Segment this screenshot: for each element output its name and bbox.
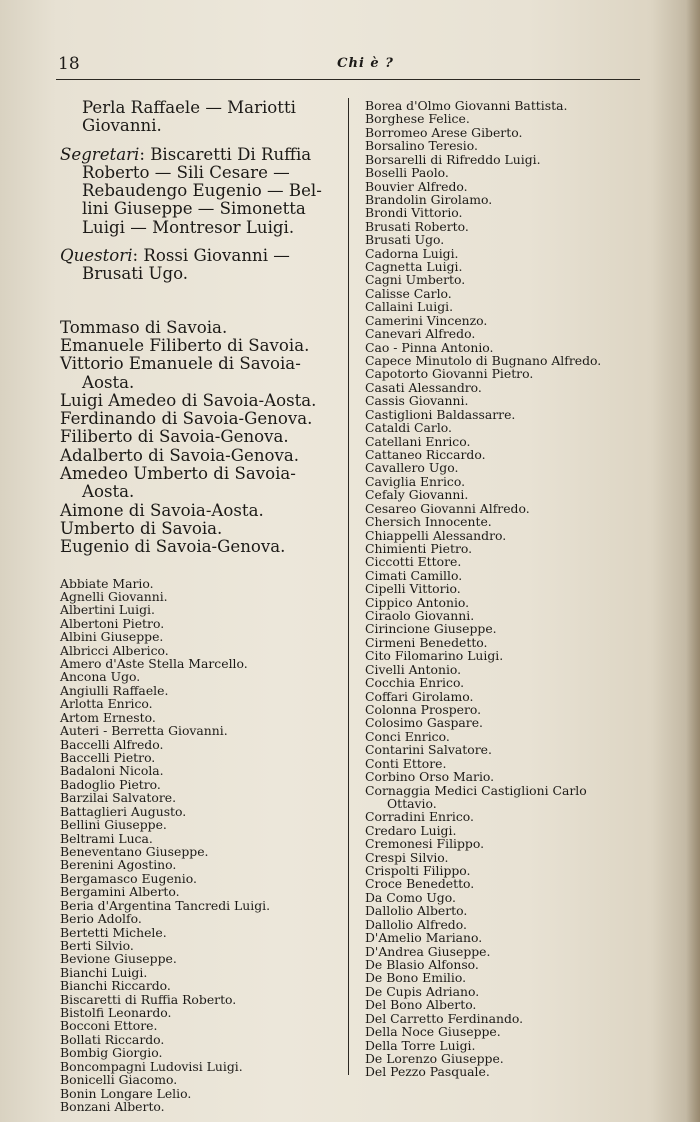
royal-entry-continuation: Aosta. (82, 482, 135, 502)
list-item: Berenini Agostino. (60, 857, 177, 873)
list-item: Beltrami Luca. (60, 830, 153, 846)
list-item: Cagnetta Luigi. (365, 259, 463, 275)
text-line (60, 247, 340, 265)
page-number: 18 (58, 54, 80, 74)
list-item: Bertetti Michele. (60, 924, 167, 940)
list-item: Cocchia Enrico. (365, 675, 465, 691)
segretari-entry (60, 146, 340, 237)
list-item: Agnelli Giovanni. (60, 588, 168, 604)
text-line: Roberto — Sili Cesare — (82, 162, 290, 182)
list-item: Cornaggia Medici Castiglioni Carlo (365, 782, 587, 798)
list-item: Bergamasco Eugenio. (60, 870, 197, 886)
list-item-continuation: Ottavio. (387, 795, 437, 811)
royal-entry: Ferdinando di Savoia-Genova. (60, 409, 313, 429)
list-item: Ancona Ugo. (60, 669, 141, 685)
text-line: Perla Raffaele — Mariotti (82, 98, 296, 117)
list-item: Cavallero Ugo. (365, 460, 459, 476)
list-item: Cipelli Vittorio. (365, 581, 461, 597)
royal-entry: Luigi Amedeo di Savoia-Aosta. (60, 390, 317, 410)
list-item: Bocconi Ettore. (60, 1018, 158, 1034)
list-item: Berio Adolfo. (60, 911, 142, 927)
list-item: D'Andrea Giuseppe. (365, 943, 491, 959)
list-item: Amero d'Aste Stella Marcello. (60, 656, 248, 672)
royal-entry: Amedeo Umberto di Savoia- (60, 464, 296, 484)
list-item: Bombig Giorgio. (60, 1045, 163, 1061)
list-item: Baccelli Pietro. (60, 750, 156, 766)
list-item: Bergamini Alberto. (60, 884, 180, 900)
list-item: Cao - Pinna Antonio. (365, 339, 494, 355)
list-item: Callaini Luigi. (365, 299, 454, 315)
list-item: Cippico Antonio. (365, 594, 470, 610)
list-item: Brusati Roberto. (365, 218, 469, 234)
left-column (60, 99, 340, 1113)
list-item: Chimienti Pietro. (365, 540, 473, 556)
list-item: Catellani Enrico. (365, 433, 471, 449)
text-line (60, 146, 340, 164)
list-item: Albini Giuseppe. (60, 629, 164, 645)
list-item: Del Pezzo Pasquale. (365, 1064, 490, 1080)
list-item: Cefaly Giovanni. (365, 487, 469, 503)
list-item: Cattaneo Riccardo. (365, 446, 486, 462)
list-item: Boselli Paolo. (365, 165, 449, 181)
list-item: Crespi Silvio. (365, 849, 449, 865)
list-item: Abbiate Mario. (60, 575, 154, 591)
list-item: Badaloni Nicola. (60, 763, 164, 779)
list-item: Baccelli Alfredo. (60, 736, 164, 752)
list-item: Bouvier Alfredo. (365, 178, 468, 194)
list-item: Boncompagni Ludovisi Luigi. (60, 1058, 243, 1074)
list-item: Conti Ettore. (365, 755, 447, 771)
list-item: Canevari Alfredo. (365, 326, 476, 342)
list-item: Bianchi Riccardo. (60, 978, 171, 994)
text-line: Luigi — Montresor Luigi. (82, 217, 295, 237)
questori-text: : Rossi Giovanni — (132, 246, 290, 266)
list-item: De Bono Emilio. (365, 970, 467, 986)
column-divider (348, 98, 349, 1075)
list-item: Cataldi Carlo. (365, 420, 452, 436)
list-item: Cassis Giovanni. (365, 393, 469, 409)
royal-entry: Tommaso di Savoia. (60, 317, 228, 337)
list-item: Borsarelli di Rifreddo Luigi. (365, 151, 541, 167)
list-item: Bonicelli Giacomo. (60, 1072, 178, 1088)
list-item: Bellini Giuseppe. (60, 817, 167, 833)
list-item: Calisse Carlo. (365, 285, 452, 301)
royal-entry: Emanuele Filiberto di Savoia. (60, 335, 310, 355)
royal-family-list (60, 319, 340, 557)
running-title: Chi è ? (337, 56, 394, 71)
list-item: Castiglioni Baldassarre. (365, 406, 516, 422)
list-item: Auteri - Berretta Giovanni. (60, 723, 228, 739)
list-item: Biscaretti di Ruffia Roberto. (60, 991, 237, 1007)
segretari-label: Segretari (60, 144, 140, 164)
list-item: Dallolio Alberto. (365, 903, 468, 919)
list-item: Civelli Antonio. (365, 661, 462, 677)
list-item: Berti Silvio. (60, 937, 134, 953)
list-item: Credaro Luigi. (365, 822, 457, 838)
list-item: D'Amelio Mariano. (365, 930, 483, 946)
list-item: Cadorna Luigi. (365, 245, 459, 261)
list-item: De Cupis Adriano. (365, 983, 480, 999)
questori-entry (60, 247, 340, 284)
text-line: Giovanni. (82, 116, 162, 136)
list-item: Della Torre Luigi. (365, 1037, 476, 1053)
royal-entry: Eugenio di Savoia-Genova. (60, 537, 286, 557)
list-item: Contarini Salvatore. (365, 742, 492, 758)
list-item: Bistolfi Leonardo. (60, 1005, 172, 1021)
list-item: Del Bono Alberto. (365, 997, 477, 1013)
list-item: Colonna Prospero. (365, 701, 482, 717)
royal-entry: Filiberto di Savoia-Genova. (60, 427, 289, 447)
right-column (365, 99, 643, 1079)
list-item: Angiulli Raffaele. (60, 682, 169, 698)
list-item: Borghese Felice. (365, 111, 470, 127)
list-item: Arlotta Enrico. (60, 696, 153, 712)
list-item: Bevione Giuseppe. (60, 951, 177, 967)
royal-entry: Umberto di Savoia. (60, 518, 223, 538)
list-item: Coffari Girolamo. (365, 688, 474, 704)
list-item: Chiappelli Alessandro. (365, 527, 507, 543)
list-item: Della Noce Giuseppe. (365, 1024, 501, 1040)
list-item: Ciccotti Ettore. (365, 554, 462, 570)
list-item: Corradini Enrico. (365, 809, 474, 825)
list-item: Ciraolo Giovanni. (365, 608, 475, 624)
list-item: Badoglio Pietro. (60, 776, 161, 792)
list-item: Crispolti Filippo. (365, 863, 471, 879)
list-item: Chersich Innocente. (365, 514, 492, 530)
royal-entry-continuation: Aosta. (82, 372, 135, 392)
list-item: Corbino Orso Mario. (365, 769, 495, 785)
list-item: Barzilai Salvatore. (60, 790, 177, 806)
list-item: Camerini Vincenzo. (365, 312, 488, 328)
list-item: De Lorenzo Giuseppe. (365, 1050, 504, 1066)
list-item: Brandolin Girolamo. (365, 191, 493, 207)
list-item: Battaglieri Augusto. (60, 803, 187, 819)
list-item: Cimati Camillo. (365, 567, 463, 583)
list-item: Brondi Vittorio. (365, 205, 463, 221)
text-line: lini Giuseppe — Simonetta (82, 199, 306, 219)
list-item: Capotorto Giovanni Pietro. (365, 366, 534, 382)
list-item: Cito Filomarino Luigi. (365, 648, 504, 664)
royal-entry: Vittorio Emanuele di Savoia- (60, 354, 301, 374)
list-item: Del Carretto Ferdinando. (365, 1010, 524, 1026)
list-item: Bonzani Alberto. (60, 1098, 165, 1114)
list-item: Cagni Umberto. (365, 272, 466, 288)
royal-entry: Adalberto di Savoia-Genova. (60, 445, 300, 465)
list-item: Cirmeni Benedetto. (365, 634, 488, 650)
list-item: Casati Alessandro. (365, 379, 482, 395)
list-item: De Blasio Alfonso. (365, 957, 479, 972)
royal-entry: Aimone di Savoia-Aosta. (60, 500, 264, 520)
list-item: Bollati Riccardo. (60, 1031, 165, 1047)
header-rule (56, 79, 640, 80)
list-item: Brusati Ugo. (365, 232, 445, 248)
perla-entry (60, 99, 340, 136)
list-item: Colosimo Gaspare. (365, 715, 483, 731)
page-edge-shadow (686, 0, 700, 1122)
list-item: Borromeo Arese Giberto. (365, 124, 523, 140)
list-item: Cesareo Giovanni Alfredo. (365, 500, 530, 516)
list-item: Caviglia Enrico. (365, 473, 466, 489)
list-item: Bonin Longare Lelio. (60, 1085, 192, 1101)
text-line: Rebaudengo Eugenio — Bel- (82, 181, 322, 201)
list-item: Albertini Luigi. (60, 602, 155, 618)
list-item: Cremonesi Filippo. (365, 836, 485, 852)
list-item: Cirincione Giuseppe. (365, 621, 497, 637)
segretari-text: : Biscaretti Di Ruffia (139, 144, 312, 164)
list-item: Borsalino Teresio. (365, 138, 478, 154)
text-line: Brusati Ugo. (82, 264, 189, 284)
list-item: Albertoni Pietro. (60, 615, 165, 631)
list-item: Dallolio Alfredo. (365, 916, 467, 932)
list-item: Beria d'Argentina Tancredi Luigi. (60, 897, 271, 913)
questori-label: Questori (60, 246, 133, 266)
list-item: Capece Minutolo di Bugnano Alfredo. (365, 353, 602, 369)
list-item: Artom Ernesto. (60, 709, 156, 725)
list-item: Bianchi Luigi. (60, 964, 148, 980)
senator-list-left (60, 577, 340, 1114)
list-item: Borea d'Olmo Giovanni Battista. (365, 98, 568, 113)
list-item: Da Como Ugo. (365, 889, 456, 905)
list-item: Albricci Alberico. (60, 642, 169, 658)
list-item: Conci Enrico. (365, 728, 450, 744)
list-item: Beneventano Giuseppe. (60, 843, 209, 859)
list-item: Croce Benedetto. (365, 876, 475, 892)
page-header (58, 54, 673, 76)
